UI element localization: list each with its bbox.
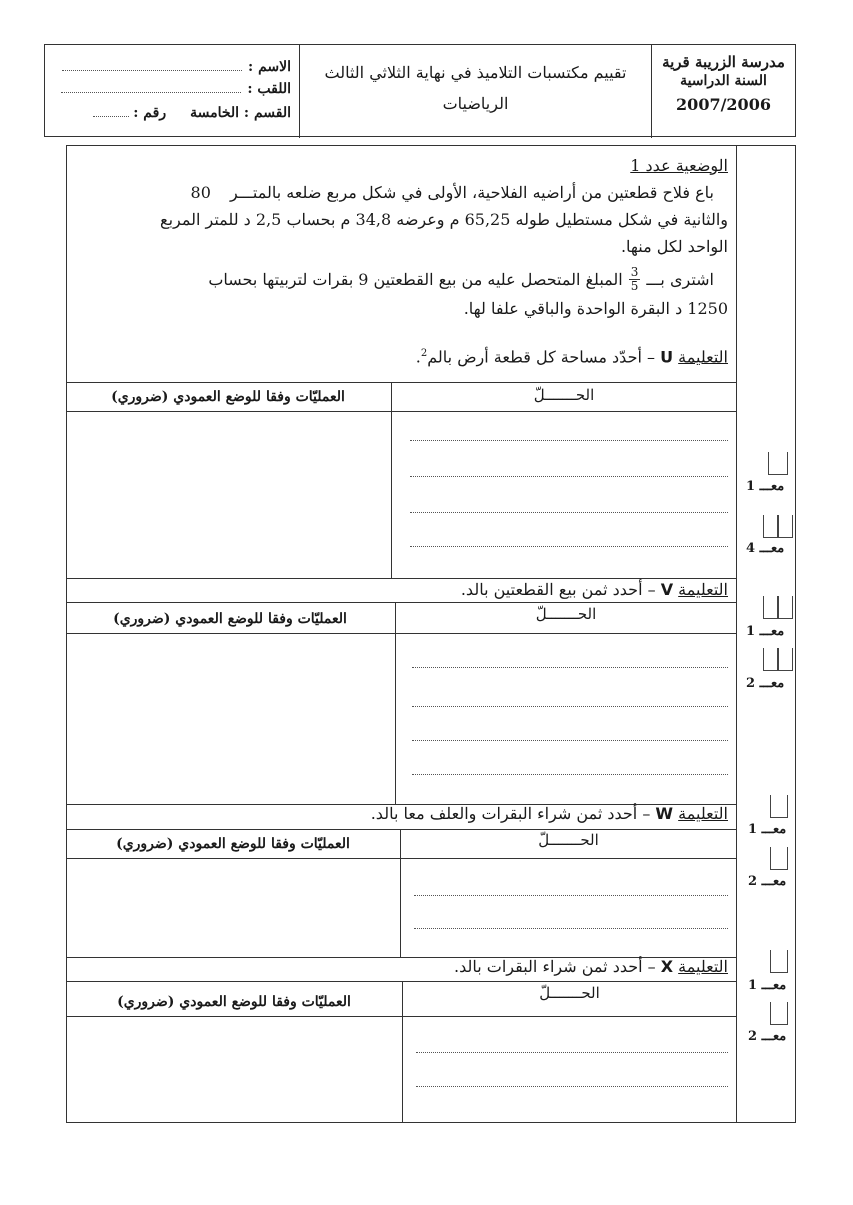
section-4-top-line: [66, 981, 736, 982]
situation-text: [72, 152, 728, 322]
section-3-answer-line-2[interactable]: [414, 928, 728, 929]
fraction-denominator: 5: [630, 279, 639, 293]
criteria-2b-label: معـــ 2: [746, 676, 785, 691]
section-2-answer-line-3[interactable]: [412, 740, 728, 741]
situation-num-9: 9: [358, 270, 369, 289]
task-1: [72, 340, 728, 370]
section-2-solution-header: الحـــــــلّ: [535, 605, 597, 623]
section-2-top-line: [66, 602, 736, 603]
header-box: [44, 44, 796, 137]
situation-line4a: اشترى بـــ: [646, 270, 714, 289]
section-1-answer-line-2[interactable]: [410, 476, 728, 477]
surname-field[interactable]: [61, 92, 241, 93]
task-4-label: التعليمة: [678, 957, 728, 976]
section-4-answer-line-1[interactable]: [416, 1052, 728, 1053]
name-field[interactable]: [62, 70, 242, 71]
task-3-label: التعليمة: [678, 804, 728, 823]
section-4-operations-header: العمليّات وفقا للوضع العمودي (ضروري): [117, 994, 351, 1010]
task-1-end: .: [415, 347, 421, 367]
section-1-solution-header: الحـــــــلّ: [533, 386, 595, 404]
task-3-text: – أحدد ثمن شراء البقرات والعلف معا بالد.: [370, 804, 651, 823]
school-year-label: السنة الدراسية: [680, 73, 767, 89]
section-4-divider: [402, 981, 403, 1123]
criteria-4a-label: معـــ 1: [748, 978, 787, 993]
criteria-box-3a[interactable]: [770, 795, 788, 818]
title-cell: [299, 45, 651, 138]
criteria-3a-label: معـــ 1: [748, 822, 787, 837]
task-3-marker: W: [655, 804, 674, 823]
section-1-answer-line-3[interactable]: [410, 512, 728, 513]
situation-line4b: المبلغ المتحصل عليه من بيع القطعتين: [373, 270, 623, 289]
section-4-solution-header: الحـــــــلّ: [539, 984, 600, 1002]
student-cell: [45, 45, 299, 138]
section-4-operations-area[interactable]: [67, 1017, 402, 1123]
situation-num-2-5: 2,5: [255, 210, 282, 229]
exam-title: تقييم مكتسبات التلاميذ في نهاية الثلاثي الثالث: [324, 63, 627, 82]
section-1-operations-header: العمليّات وفقا للوضع العمودي (ضروري): [111, 389, 345, 405]
task-2-text: – أحدد ثمن بيع القطعتين بالد.: [460, 580, 656, 599]
criteria-3b-label: معـــ 2: [748, 874, 787, 889]
situation-line2e: م بحساب: [286, 210, 351, 229]
task-4-text: – أحدد ثمن شراء البقرات بالد.: [454, 957, 656, 976]
number-field[interactable]: [93, 116, 129, 117]
class-label: القسم : الخامسة: [190, 105, 291, 121]
section-3-operations-area[interactable]: [67, 859, 400, 957]
section-2-operations-area[interactable]: [67, 634, 395, 804]
fraction-numerator: 3: [630, 265, 639, 279]
task-4: [72, 953, 728, 980]
criteria-divider: [736, 145, 737, 1123]
section-3-top-line: [66, 829, 736, 830]
situation-line2c: م وعرضه: [396, 210, 460, 229]
situation-line5b: د البقرة الواحدة والباقي علفا لها.: [463, 299, 683, 318]
section-2-operations-header: العمليّات وفقا للوضع العمودي (ضروري): [113, 611, 347, 627]
criteria-box-1a[interactable]: [768, 452, 788, 475]
situation-num-80: 80: [190, 183, 211, 202]
criteria-box-4b[interactable]: [770, 1002, 788, 1025]
section-3-solution-header: الحـــــــلّ: [538, 831, 599, 849]
task-1-text: – أحدّد مساحة كل قطعة أرض بالم: [427, 347, 655, 367]
section-2-answer-line-2[interactable]: [412, 706, 728, 707]
school-name: مدرسة الزريبة قرية: [662, 53, 785, 71]
fraction: [629, 266, 641, 293]
criteria-4-label: معـــ 4: [746, 541, 785, 556]
situation-num-34: 34,8: [355, 210, 392, 229]
situation-title: الوضعية عدد 1: [630, 156, 728, 175]
section-2-answer-line-4[interactable]: [412, 774, 728, 775]
section-4-answer-line-2[interactable]: [416, 1086, 728, 1087]
criteria-box-4a[interactable]: [770, 950, 788, 973]
section-1-answer-line-1[interactable]: [410, 440, 728, 441]
number-label: رقم :: [133, 105, 167, 121]
section-2-answer-line-1[interactable]: [412, 667, 728, 668]
criteria-box-2b[interactable]: [777, 596, 793, 619]
section-1-top-line: [66, 382, 736, 383]
task-1-marker: U: [660, 347, 674, 367]
criteria-1a-label: معـــ 1: [746, 479, 785, 494]
criteria-box-1c[interactable]: [777, 515, 793, 538]
section-3-answer-line-1[interactable]: [414, 895, 728, 896]
task-2-marker: V: [660, 580, 674, 599]
subject-title: الرياضيات: [442, 94, 509, 113]
situation-line4d: بقرات لتربيتها بحساب: [208, 270, 354, 289]
situation-line2a: والثانية في شكل مستطيل طوله: [515, 210, 728, 229]
name-label: الاسم :: [248, 59, 291, 75]
school-year: 2007/2006: [676, 95, 771, 114]
task-2: [72, 576, 728, 603]
surname-label: اللقب :: [247, 81, 291, 97]
school-cell: [651, 45, 795, 138]
situation-line1: باع فلاح قطعتين من أراضيه الفلاحية، الأولى في شكل مربع ضلعه بالمتـــر: [229, 183, 714, 202]
task-1-sup: 2: [420, 348, 428, 359]
criteria-4b-label: معـــ 2: [748, 1029, 787, 1044]
criteria-box-2d[interactable]: [777, 648, 793, 671]
task-1-label: التعليمة: [678, 347, 728, 367]
criteria-2a-label: معـــ 1: [746, 624, 785, 639]
situation-line2g: د للمتر المربع: [160, 210, 251, 229]
situation-num-1250: 1250: [687, 299, 728, 318]
section-3-operations-header: العمليّات وفقا للوضع العمودي (ضروري): [116, 836, 350, 852]
task-2-label: التعليمة: [678, 580, 728, 599]
criteria-box-3b[interactable]: [770, 847, 788, 870]
task-4-marker: X: [660, 957, 674, 976]
situation-num-65: 65,25: [464, 210, 511, 229]
section-1-answer-line-4[interactable]: [410, 546, 728, 547]
section-1-operations-area[interactable]: [67, 412, 391, 578]
situation-line3: الواحد لكل منها.: [620, 237, 728, 256]
task-3: [72, 800, 728, 827]
